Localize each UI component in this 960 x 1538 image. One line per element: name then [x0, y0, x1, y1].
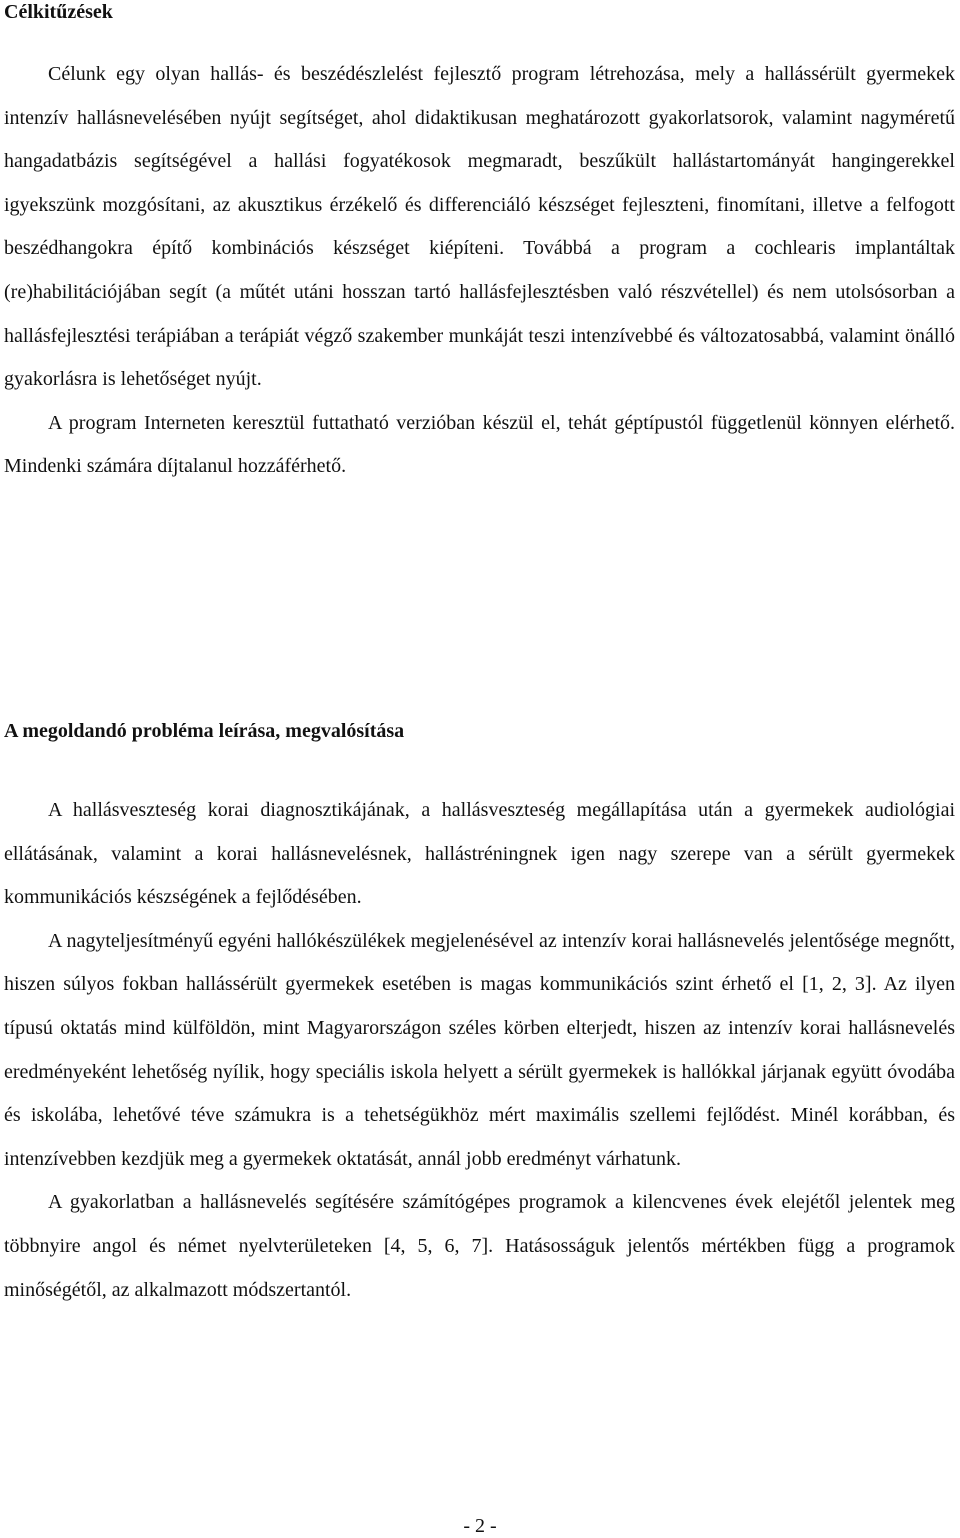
- paragraph: A nagyteljesítményű egyéni hallókészülékek megjelenésével az intenzív korai hallásnevelés jelentősége megnőtt, hiszen súlyos fokban hallássérült gyermekek esetében is magas kommunikációs szint érhető el [1, 2, 3]. Az ilyen típusú oktatás mind külföldön, mint Magyarországon széles körben elterjedt, hiszen az intenzív korai hallásnevelés eredményeként lehetőség nyílik, hogy speciális iskola helyett a sérült gyermekek is hallókkal járjanak együtt óvodába és iskolába, lehetővé téve számukra is a tehetségükhöz mért maximális szellemi fejlődést. Minél korábban, és intenzívebben kezdjük meg a gyermekek oktatását, annál jobb eredményt várhatunk.: [4, 929, 955, 1170]
- section-body-problem: [4, 789, 955, 1312]
- paragraph: A hallásveszteség korai diagnosztikájának, a hallásveszteség megállapítása után a gyermekek audiológiai ellátásának, valamint a korai hallásnevelésnek, hallástréningnek igen nagy szerepe van a sérült gyermekek kommunikációs készségének a fejlődésében.: [4, 799, 955, 909]
- section-body-objectives: [4, 53, 955, 489]
- paragraph: A program Interneten keresztül futtatható verzióban készül el, tehát géptípustól függetlenül könnyen elérhető. Mindenki számára díjtalanul hozzáférhető.: [4, 411, 955, 478]
- paragraph: A gyakorlatban a hallásnevelés segítésére számítógépes programok a kilencvenes évek elejétől jelentek meg többnyire angol és német nyelvterületeken [4, 5, 6, 7]. Hatásosságuk jelentős mértékben függ a programok minőségétől, az alkalmazott módszertantól.: [4, 1191, 955, 1301]
- section-title-problem: A megoldandó probléma leírása, megvalósítása: [4, 720, 405, 742]
- page-number: - 2 -: [463, 1515, 497, 1537]
- paragraph: Célunk egy olyan hallás- és beszédészlelést fejlesztő program létrehozása, mely a hallássérült gyermekek intenzív hallásnevelésében nyújt segítséget, ahol didaktikusan meghatározott gyakorlatsorok, valamint nagyméretű hangadatbázis segítségével a hallási fogyatékosok megmaradt, beszűkült hallástartományát hangingerekkel igyekszünk mozgósítani, az akusztikus érzékelő és differenciáló készséget fejleszteni, finomítani, illetve a felfogott beszédhangokra építő kombinációs készséget kiépíteni. Továbbá a program a cochlearis implantáltak (re)habilitációjában segít (a műtét utáni hosszan tartó hallásfejlesztésben való részvétellel) és nem utolsósorban a hallásfejlesztési terápiában a terápiát végző szakember munkáját teszi intenzívebbé és változatosabbá, valamint önálló gyakorlásra is lehetőséget nyújt.: [4, 63, 955, 391]
- section-title-objectives: Célkitűzések: [4, 1, 113, 23]
